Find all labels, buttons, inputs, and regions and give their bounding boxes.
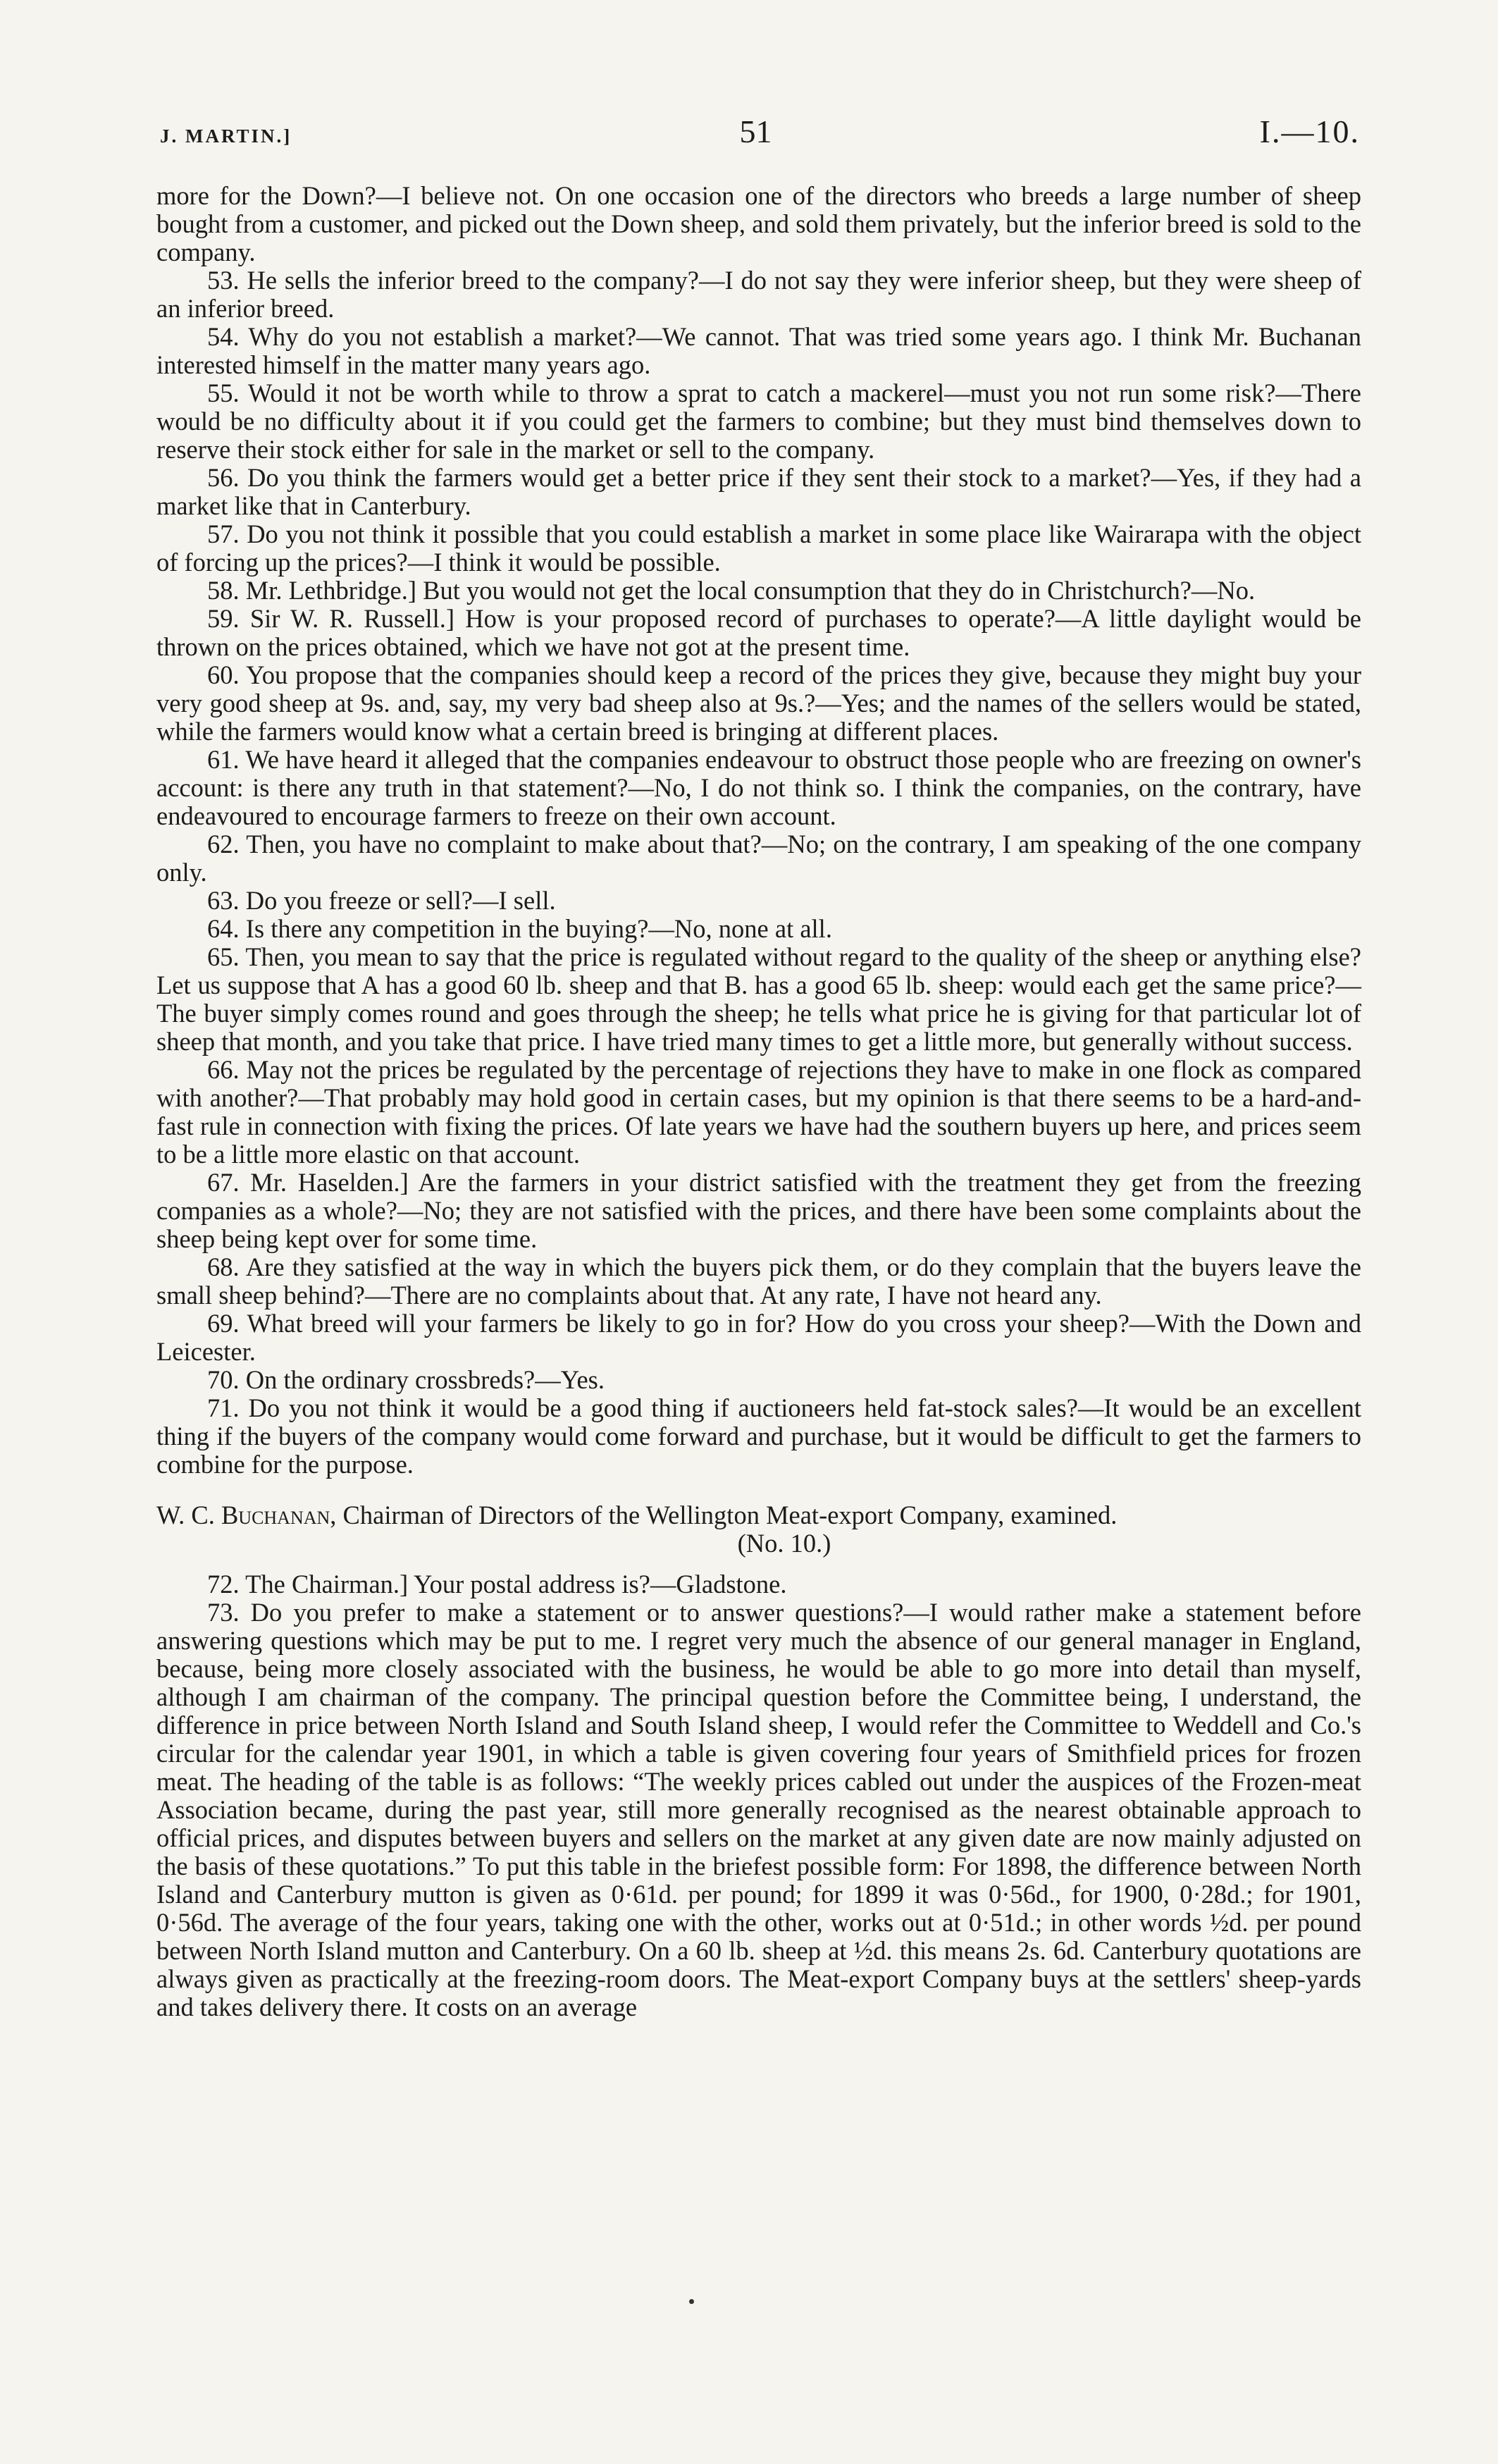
question-61: 61. We have heard it alleged that the companies endeavour to obstruct those people who are freezing on owner's account: is there any truth in that statement?—No, I do not think so. I think the companies, on the contrary, have endeavoured to encourage farmers to freeze on their own account.	[156, 745, 1361, 830]
question-70: 70. On the ordinary crossbreds?—Yes.	[207, 1365, 605, 1394]
witness-title: , Chairman of Directors of the Wellington Meat-export Company, examined.	[330, 1501, 1118, 1529]
witness-heading	[156, 1501, 1361, 1529]
page-number: 51	[739, 113, 772, 149]
question-63: 63. Do you freeze or sell?—I sell.	[207, 886, 556, 915]
question-62: 62. Then, you have no complaint to make about that?—No; on the contrary, I am speaking of the one company only.	[156, 830, 1361, 887]
question-59: 59. Sir W. R. Russell.] How is your proposed record of purchases to operate?—A little daylight would be thrown on the prices obtained, which we have not got at the present time.	[156, 604, 1361, 661]
question-68: 68. Are they satisfied at the way in which the buyers pick them, or do they complain that the buyers leave the small sheep behind?—There are no complaints about that. At any rate, I have not heard any.	[156, 1252, 1361, 1310]
witness-name: W. C. Buchanan	[156, 1501, 330, 1529]
question-66: 66. May not the prices be regulated by the percentage of rejections they have to make in one flock as compared with another?—That probably may hold good in certain cases, but my opinion is that there seems to be a hard-and-fast rule in connection with fixing the prices. Of late years we have had the southern buyers up here, and prices seem to be a little more elastic on that account.	[156, 1055, 1361, 1169]
witness-number: (No. 10.)	[737, 1529, 831, 1558]
question-60: 60. You propose that the companies should keep a record of the prices they give, because they might buy your very good sheep at 9s. and, say, my very bad sheep also at 9s.?—Yes; and the names of the sellers would be stated, while the farmers would know what a certain breed is bringing at different places.	[156, 660, 1361, 746]
document-reference: I.—10.	[1259, 113, 1360, 149]
question-71: 71. Do you not think it would be a good thing if auctioneers held fat-stock sales?—It would be an excellent thing if the buyers of the company would come forward and purchase, but it would be difficult to get the farmers to combine for the purpose.	[156, 1393, 1361, 1479]
question-58: 58. Mr. Lethbridge.] But you would not get the local consumption that they do in Christchurch?—No.	[207, 576, 1256, 605]
question-73: 73. Do you prefer to make a statement or to answer questions?—I would rather make a statement before answering questions which may be put to me. I regret very much the absence of our general manager in England, because, being more closely associated with the business, he would be able to go more into detail than myself, although I am chairman of the company. The principal question before the Committee being, I understand, the difference in price between North Island and South Island sheep, I would refer the Committee to Weddell and Co.'s circular for the calendar year 1901, in which a table is given covering four years of Smithfield prices for frozen meat. The heading of the table is as follows: “The weekly prices cabled out under the auspices of the Frozen-meat Association became, during the past year, still more generally recognised as the nearest obtainable approach to official prices, and disputes between buyers and sellers on the market at any given date are now mainly adjusted on the basis of these quotations.” To put this table in the briefest possible form: For 1898, the difference between North Island and Canterbury mutton is given as 0·61d. per pound; for 1899 it was 0·56d., for 1900, 0·28d.; for 1901, 0·56d. The average of the four years, taking one with the other, works out at 0·51d.; in other words ½d. per pound between North Island mutton and Canterbury. On a 60 lb. sheep at ½d. this means 2s. 6d. Canterbury quotations are always given as practically at the freezing-room doors. The Meat-export Company buys at the settlers' sheep-yards and takes delivery there. It costs on an average	[156, 1598, 1361, 2021]
page-body	[156, 182, 1361, 2021]
question-65: 65. Then, you mean to say that the price is regulated without regard to the quality of the sheep or anything else? Let us suppose that A has a good 60 lb. sheep and that B. has a good 65 lb. sheep: would each get the same price?—The buyer simply comes round and goes through the sheep; he tells what price he is giving for that particular lot of sheep that month, and you take that price. I have tried many times to get a little more, but generally without success.	[156, 942, 1361, 1056]
ink-mark	[689, 2299, 694, 2304]
question-56: 56. Do you think the farmers would get a better price if they sent their stock to a market?—Yes, if they had a market like that in Canterbury.	[156, 463, 1361, 520]
page-header	[151, 113, 1360, 155]
paragraph-continuation: more for the Down?—I believe not. On one occasion one of the directors who breeds a large number of sheep bought from a customer, and picked out the Down sheep, and sold them privately, but the inferior breed is sold to the company.	[156, 181, 1361, 266]
question-64: 64. Is there any competition in the buying?—No, none at all.	[207, 914, 832, 943]
header-witness-name: J. MARTIN.]	[160, 125, 292, 147]
question-72: 72. The Chairman.] Your postal address is?—Gladstone.	[207, 1570, 787, 1598]
question-57: 57. Do you not think it possible that you could establish a market in some place like Wairarapa with the object of forcing up the prices?—I think it would be possible.	[156, 519, 1361, 577]
question-54: 54. Why do you not establish a market?—We cannot. That was tried some years ago. I think Mr. Buchanan interested himself in the matter many years ago.	[156, 322, 1361, 379]
question-55: 55. Would it not be worth while to throw a sprat to catch a mackerel—must you not run some risk?—There would be no difficulty about it if you could get the farmers to combine; but they must bind themselves down to reserve their stock either for sale in the market or sell to the company.	[156, 378, 1361, 464]
question-53: 53. He sells the inferior breed to the company?—I do not say they were inferior sheep, but they were sheep of an inferior breed.	[156, 266, 1361, 323]
question-69: 69. What breed will your farmers be likely to go in for? How do you cross your sheep?—With the Down and Leicester.	[156, 1309, 1361, 1366]
question-67: 67. Mr. Haselden.] Are the farmers in your district satisfied with the treatment they get from the freezing companies as a whole?—No; they are not satisfied with the prices, and there have been some complaints about the sheep being kept over for some time.	[156, 1168, 1361, 1253]
